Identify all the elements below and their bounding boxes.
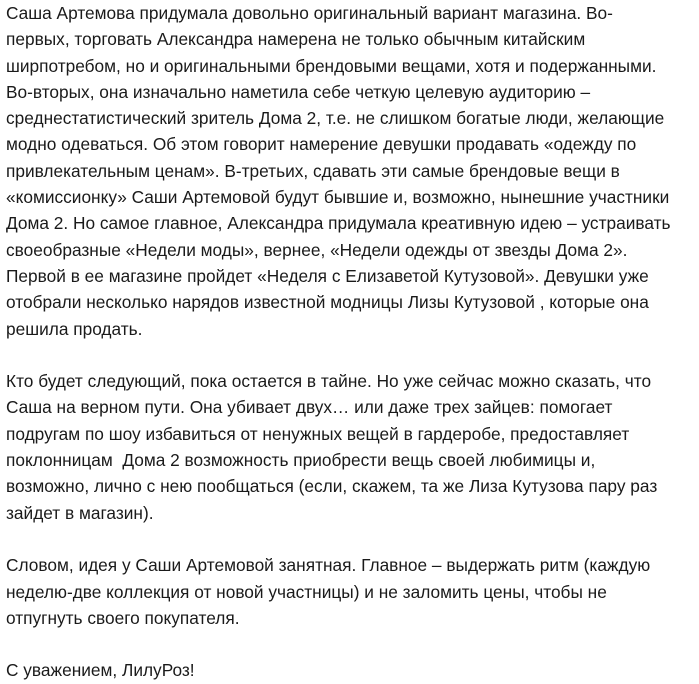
- text-line: неделю-две коллекция от новой участницы) и не заломить цены, чтобы не: [6, 581, 607, 602]
- paragraph-2: [6, 368, 696, 526]
- text-line: отпугнуть своего покупателя.: [6, 607, 240, 628]
- text-line: Кто будет следующий, пока остается в тайне. Но уже сейчас можно сказать, что: [6, 371, 652, 392]
- text-line: отобрали несколько нарядов известной модницы Лизы Кутузовой , которые она: [6, 292, 649, 313]
- text-line: Саша Артемова придумала довольно оригинальный вариант магазина. Во-: [6, 3, 613, 23]
- text-line: решила продать.: [6, 318, 143, 339]
- signature-text: С уважением, ЛилуРоз!: [6, 660, 195, 681]
- signature: [6, 657, 696, 683]
- text-line: подругам по шоу избавиться от ненужных вещей в гардеробе, предоставляет: [6, 423, 630, 444]
- text-line: Первой в ее магазине пройдет «Неделя с Елизаветой Кутузовой». Девушки уже: [6, 265, 649, 286]
- text-line: Дома 2. Но самое главное, Александра придумала креативную идею – устраивать: [6, 213, 671, 234]
- text-line: возможно, лично с нею пообщаться (если, скажем, та же Лиза Кутузова пару раз: [6, 476, 658, 497]
- text-line: первых, торговать Александра намерена не только обычным китайским: [6, 29, 586, 50]
- text-line: привлекательным ценам». В-третьих, сдавать эти самые брендовые вещи в: [6, 160, 620, 181]
- text-line: «комиссионку» Саши Артемовой будут бывшие и, возможно, нынешние участники: [6, 187, 670, 208]
- text-line: Словом, идея у Саши Артемовой занятная. Главное – выдержать ритм (каждую: [6, 555, 651, 576]
- text-line: модно одеваться. Об этом говорит намерение девушки продавать «одежду по: [6, 134, 637, 155]
- text-line: Во-вторых, она изначально наметила себе четкую целевую аудиторию –: [6, 81, 591, 102]
- text-line: Саша на верном пути. Она убивает двух… или даже трех зайцев: помогает: [6, 397, 613, 418]
- text-line: среднестатистический зритель Дома 2, т.е. не слишком богатые люди, желающие: [6, 108, 665, 129]
- paragraph-1: [6, 0, 696, 342]
- text-line: своеобразные «Недели моды», вернее, «Недели одежды от звезды Дома 2».: [6, 239, 628, 260]
- text-line: зайдет в магазин).: [6, 502, 154, 523]
- text-line: поклонницам Дома 2 возможность приобрести вещь своей любимицы и,: [6, 450, 596, 471]
- paragraph-3: [6, 552, 696, 631]
- text-line: ширпотребом, но и оригинальными брендовыми вещами, хотя и подержанными.: [6, 55, 657, 76]
